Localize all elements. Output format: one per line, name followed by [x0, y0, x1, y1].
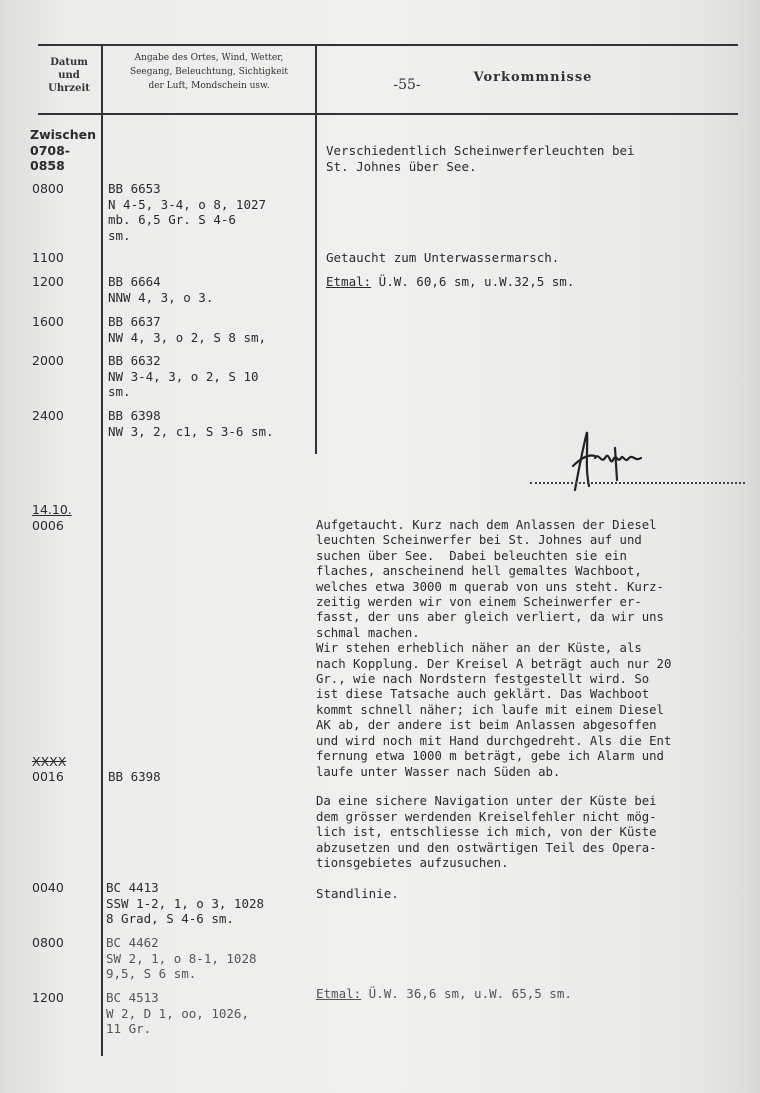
- entry-time: 1100: [32, 250, 64, 265]
- top-rule: [38, 44, 738, 46]
- header-rule: [38, 113, 738, 115]
- entry-position: BB 6637 NW 4, 3, o 2, S 8 sm,: [108, 314, 267, 345]
- entry-remarks: Verschiedentlich Scheinwerferleuchten bei St. Johnes über See.: [326, 143, 635, 174]
- entry-date: 14.10.: [32, 502, 72, 517]
- entry-remarks: [316, 986, 572, 1002]
- header-location-weather: Angabe des Ortes, Wind, Wetter, Seegang, Beleuchtung, Sichtigkeit der Luft, Mondschein usw.: [129, 53, 289, 91]
- entry-time: Zwischen 0708- 0858: [30, 127, 97, 173]
- signature-image: [555, 428, 665, 498]
- entry-remarks: [326, 274, 574, 290]
- etmal-value: Ü.W. 36,6 sm, u.W. 65,5 sm.: [361, 986, 572, 1001]
- entry-remarks: Standlinie.: [316, 886, 399, 901]
- entry-position: BC 4513 W 2, D 1, oo, 1026, 11 Gr.: [106, 990, 249, 1036]
- entry-time: 0040: [32, 880, 64, 895]
- entry-time: 0006: [32, 518, 64, 533]
- entry-time: 2000: [32, 353, 64, 368]
- etmal-label: Etmal:: [326, 274, 372, 289]
- entry-time-struck: XXXX: [32, 754, 67, 769]
- col-divider-1: [101, 44, 103, 1056]
- entry-position: BB 6398 NW 3, 2, c1, S 3-6 sm.: [108, 408, 274, 439]
- entry-position: BB 6398: [108, 769, 161, 784]
- entry-time: 0016: [32, 769, 64, 784]
- header-date-time: Datum und Uhrzeit: [48, 57, 90, 94]
- entry-time: 1200: [32, 990, 64, 1005]
- entry-position: BB 6632 NW 3-4, 3, o 2, S 10 sm.: [108, 353, 259, 399]
- entry-position: BC 4462 SW 2, 1, o 8-1, 1028 9,5, S 6 sm.: [106, 935, 257, 981]
- signature-line: [530, 482, 745, 484]
- entry-remarks: Getaucht zum Unterwassermarsch.: [326, 250, 560, 265]
- entry-time: 1600: [32, 314, 64, 329]
- entry-time: 1200: [32, 274, 64, 289]
- entry-time: 2400: [32, 408, 64, 423]
- entry-remarks: Da eine sichere Navigation unter der Küste bei dem grösser werdenden Kreiselfehler nicht mög- lich ist, entschliesse ich mich, von der Küste abzusetzen und den ostwärtigen Teil des Opera- tionsgebietes aufzusuchen.: [316, 794, 657, 871]
- etmal-label: Etmal:: [316, 986, 362, 1001]
- entry-position: BB 6664 NNW 4, 3, o 3.: [108, 274, 214, 305]
- entry-time: 0800: [32, 181, 64, 196]
- header-events: Vorkommnisse: [473, 70, 593, 85]
- entry-position: BB 6653 N 4-5, 3-4, o 8, 1027 mb. 6,5 Gr. S 4-6 sm.: [108, 181, 267, 243]
- etmal-value: Ü.W. 60,6 sm, u.W.32,5 sm.: [371, 274, 575, 289]
- entry-remarks: Aufgetaucht. Kurz nach dem Anlassen der Diesel leuchten Scheinwerfer bei St. Johnes auf und suchen über See. Dabei beleuchten sie ein flaches, anscheinend hell gemaltes Wachboot, welches etwa 3000 m querab von uns steht. Kurz- zeitig werden wir von einem Scheinwerfer er- fasst, der uns aber gleich verliert, da wir uns schmal machen. Wir stehen erheblich näher an der Küste, als nach Kopplung. Der Kreisel A beträgt auch nur 20 Gr., wie nach Nordstern festgestellt wird. So ist diese Tatsache auch geklärt. Das Wachboot kommt schnell näher; ich laufe mit einem Diesel AK ab, der andere ist beim Anlassen abgesoffen und wird noch mit Hand durchgedreht. Als die Ent fernung etwa 1000 m beträgt, gebe ich Alarm und laufe unter Wasser nach Süden ab.: [316, 518, 672, 779]
- page-number: -55-: [393, 77, 421, 93]
- col-divider-2: [315, 44, 317, 454]
- entry-position: BC 4413 SSW 1-2, 1, o 3, 1028 8 Grad, S 4-6 sm.: [106, 880, 265, 926]
- entry-time: 0800: [32, 935, 64, 950]
